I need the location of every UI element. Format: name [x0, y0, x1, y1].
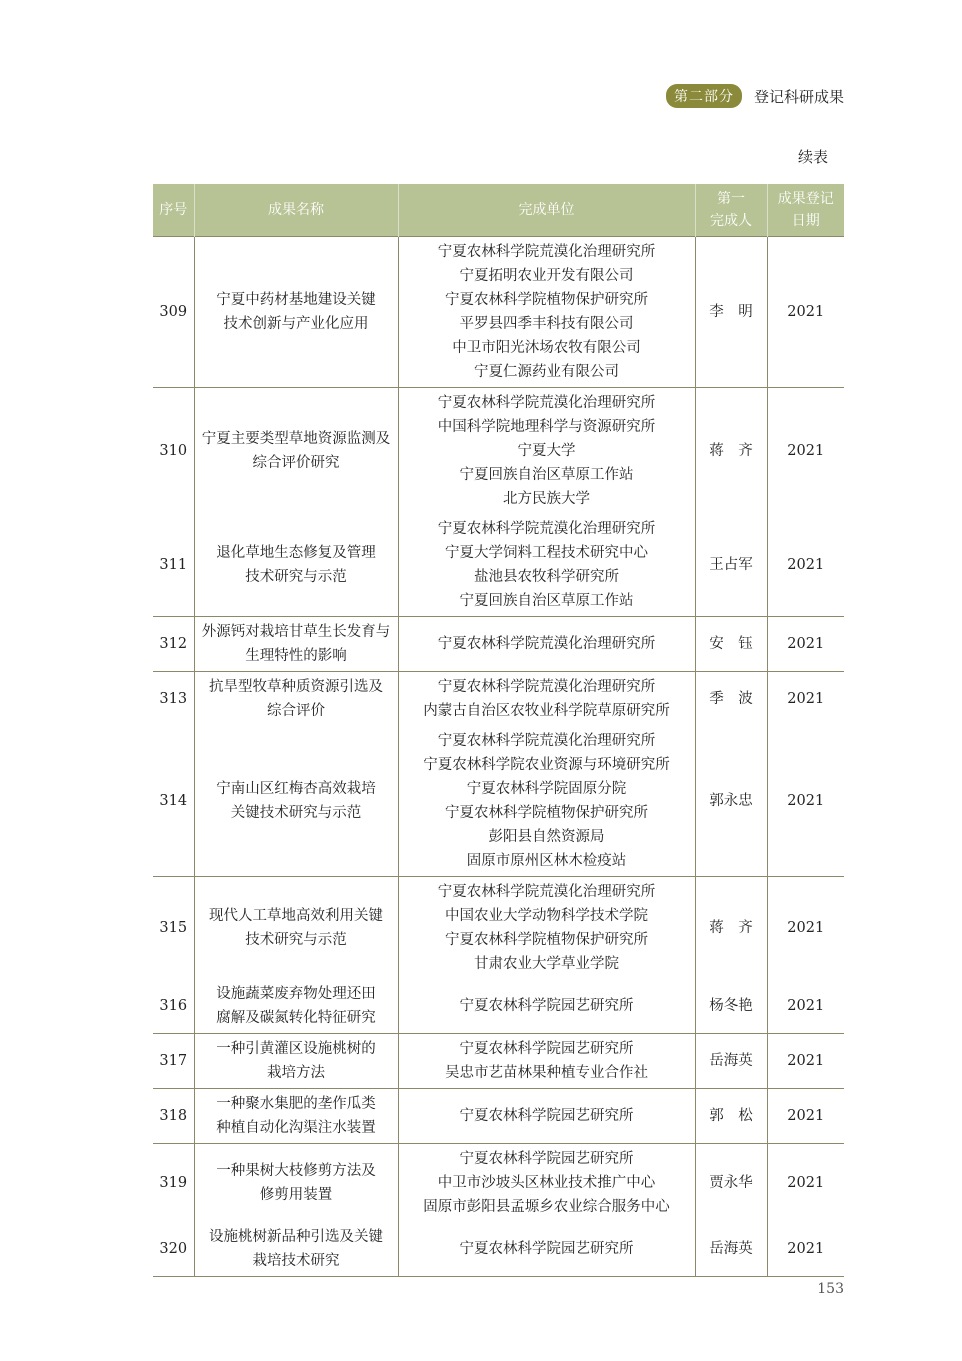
cell-name [194, 672, 398, 727]
cell-name-text: 抗旱型牧草种质资源引选及 [209, 679, 383, 695]
page-number: 153 [817, 1281, 844, 1297]
cell-name-text: 腐解及碳氮转化特征研究 [216, 1010, 376, 1026]
cell-no [153, 1144, 194, 1223]
table-row [153, 877, 844, 980]
cell-person-text: 杨冬艳 [709, 998, 753, 1014]
cell-units-text: 甘肃农业大学草业学院 [474, 956, 619, 972]
cell-date-text: 2021 [787, 304, 825, 320]
table-row [153, 726, 844, 877]
cell-name-text: 一种果树大枝修剪方法及 [216, 1163, 376, 1179]
cell-name [194, 726, 398, 877]
cell-person [695, 514, 767, 617]
col-header-person [695, 184, 767, 237]
cell-no-text: 311 [159, 557, 188, 573]
cell-person-text: 季 波 [709, 691, 753, 707]
cell-units [398, 388, 695, 515]
cell-name-text: 综合评价研究 [252, 455, 340, 471]
cell-no [153, 877, 194, 980]
cell-no [153, 514, 194, 617]
cell-units-text: 宁夏农林科学院园艺研究所 [459, 1041, 634, 1057]
cell-no [153, 1034, 194, 1089]
cell-units-text: 吴忠市艺苗林果种植专业合作社 [445, 1065, 648, 1081]
cell-no-text: 320 [159, 1241, 188, 1257]
cell-units-text: 宁夏农林科学院园艺研究所 [459, 1151, 634, 1167]
table-row [153, 1222, 844, 1277]
cell-no-text: 309 [159, 304, 188, 320]
cell-person-text: 王占军 [709, 557, 753, 573]
cell-units-text: 宁夏大学 [517, 443, 576, 459]
cell-name-text: 种植自动化沟渠注水装置 [216, 1120, 376, 1136]
cell-name-text: 宁夏主要类型草地资源监测及 [201, 431, 391, 447]
cell-name [194, 388, 398, 515]
cell-date-text: 2021 [787, 1241, 825, 1257]
cell-units [398, 979, 695, 1034]
cell-units [398, 672, 695, 727]
cell-date-text: 2021 [787, 1108, 825, 1124]
cell-units-text: 宁夏农林科学院荒漠化治理研究所 [437, 733, 656, 749]
cell-date-text: 2021 [787, 1175, 825, 1191]
cell-name-text: 一种引黄灌区设施桃树的 [216, 1041, 376, 1057]
cell-units-text: 固原市彭阳县孟塬乡农业综合服务中心 [423, 1199, 670, 1215]
cell-units-text: 宁夏农林科学院荒漠化治理研究所 [437, 395, 656, 411]
cell-date [767, 1089, 844, 1144]
cell-units-text: 宁夏回族自治区草原工作站 [459, 467, 634, 483]
table-row [153, 237, 844, 388]
header-text: 第一 [717, 191, 745, 207]
cell-name-text: 关键技术研究与示范 [230, 805, 362, 821]
cell-person-text: 蒋 齐 [709, 920, 753, 936]
cell-no-text: 310 [159, 443, 188, 459]
cell-units [398, 237, 695, 388]
cell-units-text: 宁夏农林科学院农业资源与环境研究所 [423, 757, 670, 773]
cell-person [695, 1034, 767, 1089]
cell-person-text: 贾永华 [709, 1175, 753, 1191]
cell-name-text: 栽培方法 [267, 1065, 325, 1081]
cell-no [153, 672, 194, 727]
cell-name [194, 979, 398, 1034]
cell-units-text: 盐池县农牧科学研究所 [474, 569, 619, 585]
cell-units-text: 内蒙古自治区农牧业科学院草原研究所 [423, 703, 670, 719]
cell-person [695, 877, 767, 980]
cell-units-text: 固原市原州区林木检疫站 [466, 853, 627, 869]
cell-no [153, 237, 194, 388]
header-text: 完成单位 [518, 202, 575, 218]
cell-name-text: 生理特性的影响 [245, 648, 347, 664]
cell-person-text: 岳海英 [709, 1241, 753, 1257]
cell-units-text: 中国农业大学动物科学技术学院 [445, 908, 648, 924]
cell-date [767, 726, 844, 877]
cell-units-text: 宁夏大学饲料工程技术研究中心 [445, 545, 648, 561]
cell-person-text: 李 明 [709, 304, 753, 320]
cell-units-text: 宁夏农林科学院园艺研究所 [459, 1241, 634, 1257]
cell-person [695, 617, 767, 672]
cell-date [767, 1222, 844, 1277]
cell-date [767, 237, 844, 388]
cell-date-text: 2021 [787, 443, 825, 459]
cell-units-text: 宁夏农林科学院荒漠化治理研究所 [437, 636, 656, 652]
cell-person [695, 1089, 767, 1144]
cell-date-text: 2021 [787, 920, 825, 936]
cell-date-text: 2021 [787, 557, 825, 573]
cell-units-text: 宁夏回族自治区草原工作站 [459, 593, 634, 609]
cell-units-text: 宁夏农林科学院植物保护研究所 [445, 932, 648, 948]
table-body [153, 237, 844, 1277]
cell-person-text: 岳海英 [709, 1053, 753, 1069]
cell-units-text: 中国科学院地理科学与资源研究所 [437, 419, 656, 435]
cell-units [398, 726, 695, 877]
cell-units-text: 宁夏农林科学院植物保护研究所 [445, 292, 648, 308]
cell-date [767, 877, 844, 980]
cell-person-text: 安 钰 [709, 636, 753, 652]
cell-date-text: 2021 [787, 998, 825, 1014]
cell-no [153, 1222, 194, 1277]
cell-name-text: 技术研究与示范 [245, 932, 347, 948]
cell-date [767, 979, 844, 1034]
cell-date-text: 2021 [787, 793, 825, 809]
cell-units [398, 877, 695, 980]
cell-name-text: 一种聚水集肥的垄作瓜类 [216, 1096, 376, 1112]
cell-name-text: 技术研究与示范 [245, 569, 347, 585]
cell-units [398, 617, 695, 672]
table-row [153, 1034, 844, 1089]
header-text: 日期 [791, 213, 820, 229]
cell-date-text: 2021 [787, 1053, 825, 1069]
table-row [153, 1144, 844, 1223]
cell-units-text: 北方民族大学 [503, 491, 590, 507]
results-table [153, 184, 844, 1277]
header-text: 序号 [159, 202, 188, 218]
cell-no-text: 315 [159, 920, 188, 936]
cell-no-text: 319 [159, 1175, 188, 1191]
cell-name-text: 栽培技术研究 [252, 1253, 340, 1269]
table-row [153, 672, 844, 727]
cell-person [695, 388, 767, 515]
cell-no-text: 314 [159, 793, 188, 809]
cell-name [194, 1144, 398, 1223]
cell-units-text: 平罗县四季丰科技有限公司 [459, 316, 634, 332]
cell-no [153, 388, 194, 515]
cell-date [767, 388, 844, 515]
cell-date [767, 617, 844, 672]
section-title: 登记科研成果 [753, 87, 844, 106]
table-row [153, 1089, 844, 1144]
cell-no-text: 317 [159, 1053, 188, 1069]
cell-no-text: 312 [159, 636, 188, 652]
cell-person-text: 蒋 齐 [709, 443, 753, 459]
cell-no-text: 313 [159, 691, 188, 707]
cell-name [194, 237, 398, 388]
cell-units-text: 彭阳县自然资源局 [488, 829, 605, 845]
cell-no [153, 617, 194, 672]
header-text: 成果登记 [777, 191, 834, 207]
table-row [153, 979, 844, 1034]
table-caption: 续表 [797, 148, 828, 166]
cell-name [194, 514, 398, 617]
part-badge: 第二部分 [666, 84, 742, 108]
cell-date-text: 2021 [787, 636, 825, 652]
cell-units-text: 中卫市沙坡头区林业技术推广中心 [437, 1175, 656, 1191]
cell-units [398, 1222, 695, 1277]
table-row [153, 617, 844, 672]
header-text: 完成人 [710, 213, 752, 229]
cell-no-text: 318 [159, 1108, 188, 1124]
cell-units-text: 宁夏仁源药业有限公司 [474, 364, 619, 380]
table-header-row [153, 184, 844, 237]
col-header-date [767, 184, 844, 237]
cell-no [153, 979, 194, 1034]
cell-name-text: 设施桃树新品种引选及关键 [209, 1229, 383, 1245]
table-row [153, 388, 844, 515]
cell-name-text: 综合评价 [267, 703, 325, 719]
cell-no-text: 316 [159, 998, 188, 1014]
cell-date [767, 514, 844, 617]
cell-person [695, 1222, 767, 1277]
cell-units-text: 宁夏拓明农业开发有限公司 [459, 268, 634, 284]
cell-units [398, 1089, 695, 1144]
cell-units-text: 宁夏农林科学院固原分院 [466, 781, 627, 797]
cell-person [695, 237, 767, 388]
cell-no [153, 1089, 194, 1144]
table-row [153, 514, 844, 617]
cell-units-text: 宁夏农林科学院园艺研究所 [459, 1108, 634, 1124]
cell-units-text: 宁夏农林科学院荒漠化治理研究所 [437, 521, 656, 537]
cell-name-text: 宁南山区红梅杏高效栽培 [216, 781, 376, 797]
col-header-name [194, 184, 398, 237]
cell-date-text: 2021 [787, 691, 825, 707]
cell-units [398, 514, 695, 617]
cell-units-text: 宁夏农林科学院荒漠化治理研究所 [437, 884, 656, 900]
cell-name [194, 877, 398, 980]
col-header-no [153, 184, 194, 237]
cell-name [194, 617, 398, 672]
col-header-units [398, 184, 695, 237]
cell-name-text: 退化草地生态修复及管理 [216, 545, 376, 561]
cell-name-text: 现代人工草地高效利用关键 [209, 908, 383, 924]
cell-units [398, 1144, 695, 1223]
cell-date [767, 1144, 844, 1223]
cell-name-text: 设施蔬菜废弃物处理还田 [216, 986, 376, 1002]
cell-units [398, 1034, 695, 1089]
cell-date [767, 672, 844, 727]
cell-units-text: 宁夏农林科学院荒漠化治理研究所 [437, 679, 656, 695]
cell-person-text: 郭 松 [709, 1108, 753, 1124]
header-text: 成果名称 [268, 202, 324, 218]
cell-person [695, 672, 767, 727]
cell-units-text: 宁夏农林科学院荒漠化治理研究所 [437, 244, 656, 260]
cell-name-text: 宁夏中药材基地建设关键 [216, 292, 376, 308]
cell-units-text: 中卫市阳光沐场农牧有限公司 [452, 340, 641, 356]
cell-name [194, 1034, 398, 1089]
cell-units-text: 宁夏农林科学院园艺研究所 [459, 998, 634, 1014]
cell-name [194, 1222, 398, 1277]
cell-date [767, 1034, 844, 1089]
cell-name-text: 修剪用装置 [259, 1187, 333, 1203]
page-header [666, 84, 844, 108]
cell-person-text: 郭永忠 [709, 793, 753, 809]
cell-person [695, 1144, 767, 1223]
cell-units-text: 宁夏农林科学院植物保护研究所 [445, 805, 648, 821]
cell-no [153, 726, 194, 877]
cell-name-text: 外源钙对栽培甘草生长发育与 [201, 624, 391, 640]
cell-person [695, 726, 767, 877]
cell-name [194, 1089, 398, 1144]
cell-person [695, 979, 767, 1034]
cell-name-text: 技术创新与产业化应用 [223, 316, 369, 332]
